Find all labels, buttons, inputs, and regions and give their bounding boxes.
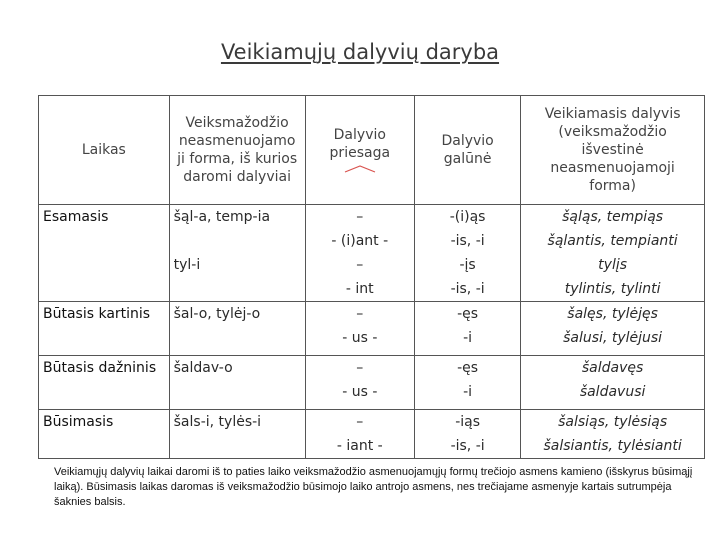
suffix-line: - int [345,281,374,297]
ending-line: -įs [459,257,476,273]
ending-cell [415,410,521,459]
ending-line: -is, -i [450,438,485,454]
suffix-line: – [356,257,364,273]
participle-cell [521,410,705,459]
table-row [39,410,705,459]
footnote: Veikiamųjų dalyvių laikai daromi iš to paties laiko veiksmažodžio asmenuojamųjų formų trečiojo asmens kamieno (išskyrus būsimąjį laiką). Būsimasis laikas daromas iš veiksmažodžio būsimojo laiko antrojo asmens, nes trečiajame asmenyje kartais sutrumpėja šaknies balsis. [54,466,693,508]
participle-line: šąląs, tempiąs [562,209,664,225]
suffix-line: – [356,414,364,430]
page-title: Veikiamųjų dalyvių daryba [220,40,500,64]
header-stem: Veiksmažodžio neasmenuojamo ji forma, iš kurios daromi dalyviai [169,96,305,205]
suffix-line: - us - [342,384,378,400]
header-participle: Veikiamasis dalyvis (veiksmažodžio išvestinė neasmenuojamoji forma) [521,96,705,205]
participle-line: tylintis, tylinti [564,281,661,297]
suffix-line: – [356,306,364,322]
ending-cell [415,302,521,356]
stem-cell [169,205,305,302]
header-suffix [305,96,414,205]
suffix-cell [305,302,414,356]
table-row [39,356,705,410]
header-row [39,96,705,205]
ending-line: -(i)ąs [449,209,486,225]
ending-cell [415,356,521,410]
ending-line: -is, -i [450,233,485,249]
suffix-line: - iant - [336,438,383,454]
participle-line: šalsiantis, tylėsianti [543,438,682,454]
stem-cell: šal-o, tylėj-o [169,302,305,356]
ending-line: -iąs [455,414,481,430]
participle-cell [521,356,705,410]
stem-line: šąl-a, temp-ia [173,209,271,225]
ending-cell [415,205,521,302]
participle-line: šaldavusi [579,384,646,400]
stem-line: tyl-i [173,257,201,273]
suffix-cell [305,356,414,410]
participle-table [38,95,705,459]
participle-line: šaldavęs [581,360,644,376]
participle-cell [521,302,705,356]
ending-line: -ęs [457,360,479,376]
header-tense: Laikas [39,96,170,205]
stem-cell: šaldav-o [169,356,305,410]
participle-line: šąlantis, tempianti [547,233,678,249]
ending-line: -is, -i [450,281,485,297]
participle-cell [521,205,705,302]
tense-cell: Būtasis dažninis [39,356,170,410]
participle-line: šalsiąs, tylėsiąs [558,414,668,430]
tense-cell: Būsimasis [39,410,170,459]
suffix-line: - us - [342,330,378,346]
ending-line: -ęs [457,306,479,322]
tense-cell: Esamasis [39,205,170,302]
participle-line: šalusi, tylėjusi [563,330,663,346]
suffix-line: - (i)ant - [331,233,389,249]
tense-cell: Būtasis kartinis [39,302,170,356]
suffix-arc-icon [343,164,377,174]
header-suffix-label: Dalyvio priesaga [329,127,391,161]
stem-cell: šals-i, tylės-i [169,410,305,459]
ending-line: -i [463,384,473,400]
header-ending: Dalyvio galūnė [415,96,521,205]
suffix-line: – [356,209,364,225]
ending-line: -i [463,330,473,346]
suffix-cell [305,410,414,459]
suffix-line: – [356,360,364,376]
participle-line: šalęs, tylėjęs [567,306,658,322]
participle-line: tylįs [598,257,628,273]
table-row [39,205,705,302]
table-row [39,302,705,356]
suffix-cell [305,205,414,302]
